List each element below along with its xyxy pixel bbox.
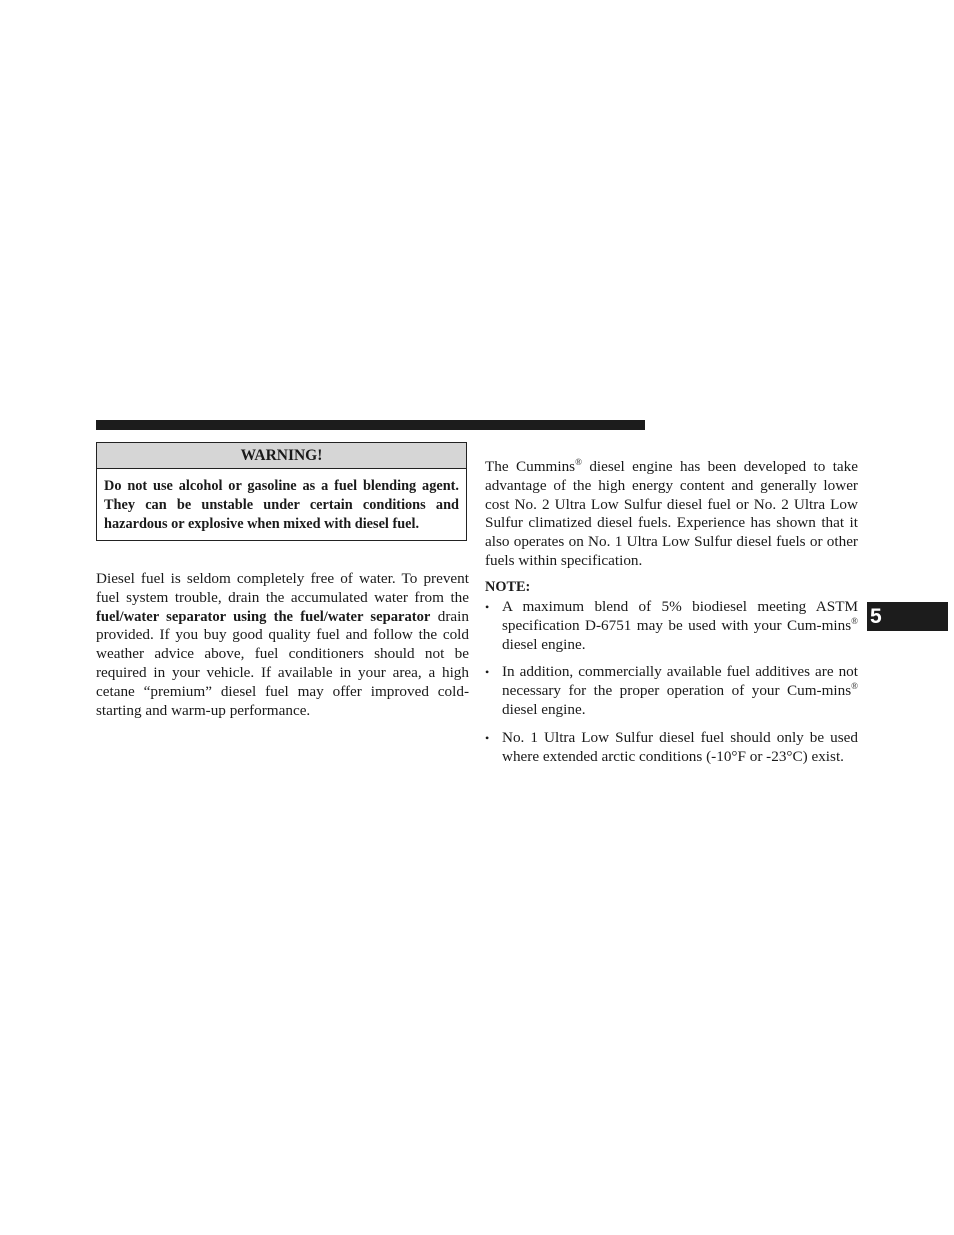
- water-drain-paragraph: [96, 570, 469, 720]
- cummins-fuel-paragraph: [485, 458, 858, 571]
- bullet-icon: •: [485, 665, 490, 680]
- paragraph-text: diesel engine has been developed to take advantage of the high energy content and generally lower cost No. 2 Ultra Low Sulfur diesel fuel or No. 2 Ultra Low Sulfur climatized diesel fuels. Experience has shown that it also operates on No. 1 Ultra Low Sulfur diesel fuels or other fuels within specification.: [485, 458, 858, 569]
- list-item: [485, 598, 858, 654]
- list-item-text: diesel engine.: [502, 635, 586, 653]
- registered-mark: ®: [851, 615, 858, 626]
- note-list: [485, 598, 858, 775]
- paragraph-text: The Cummins: [485, 458, 576, 475]
- bullet-icon: •: [485, 730, 490, 745]
- chapter-tab: 5: [867, 602, 948, 631]
- list-item-text: diesel engine.: [502, 700, 586, 718]
- list-item: [485, 729, 858, 767]
- emphasis-text: fuel/water separator using the fuel/water separator: [96, 608, 431, 625]
- warning-text: Do not use alcohol or gasoline as a fuel blending agent. They can be unstable under certain conditions and hazardous or explosive when mixed with diesel fuel.: [104, 478, 459, 532]
- section-top-rule: [96, 420, 645, 430]
- list-item-text: No. 1 Ultra Low Sulfur diesel fuel should only be used where extended arctic conditions (-10°F or -23°C) exist.: [502, 728, 858, 765]
- list-item-text: In addition, commercially available fuel additives are not necessary for the proper operation of your Cum-mins: [502, 663, 858, 700]
- bullet-icon: •: [485, 600, 490, 614]
- registered-mark: ®: [575, 456, 582, 467]
- warning-box: [96, 442, 467, 541]
- note-label: NOTE:: [485, 579, 531, 595]
- paragraph-text: Diesel fuel is seldom completely free of water. To prevent fuel system trouble, drain the accumulated water from the: [96, 570, 469, 606]
- list-item-text: A maximum blend of 5% biodiesel meeting ASTM specification D-6751 may be used with your Cum-mins: [502, 598, 858, 634]
- list-item: [485, 663, 858, 719]
- warning-title: WARNING!: [97, 443, 466, 469]
- paragraph-text: drain provided. If you buy good quality fuel and follow the cold weather advice above, fuel conditioners should not be required in your vehicle. If available in your area, a high cetane “premium” diesel fuel may offer improved cold-starting and warm-up performance.: [96, 607, 469, 719]
- registered-mark: ®: [851, 681, 858, 692]
